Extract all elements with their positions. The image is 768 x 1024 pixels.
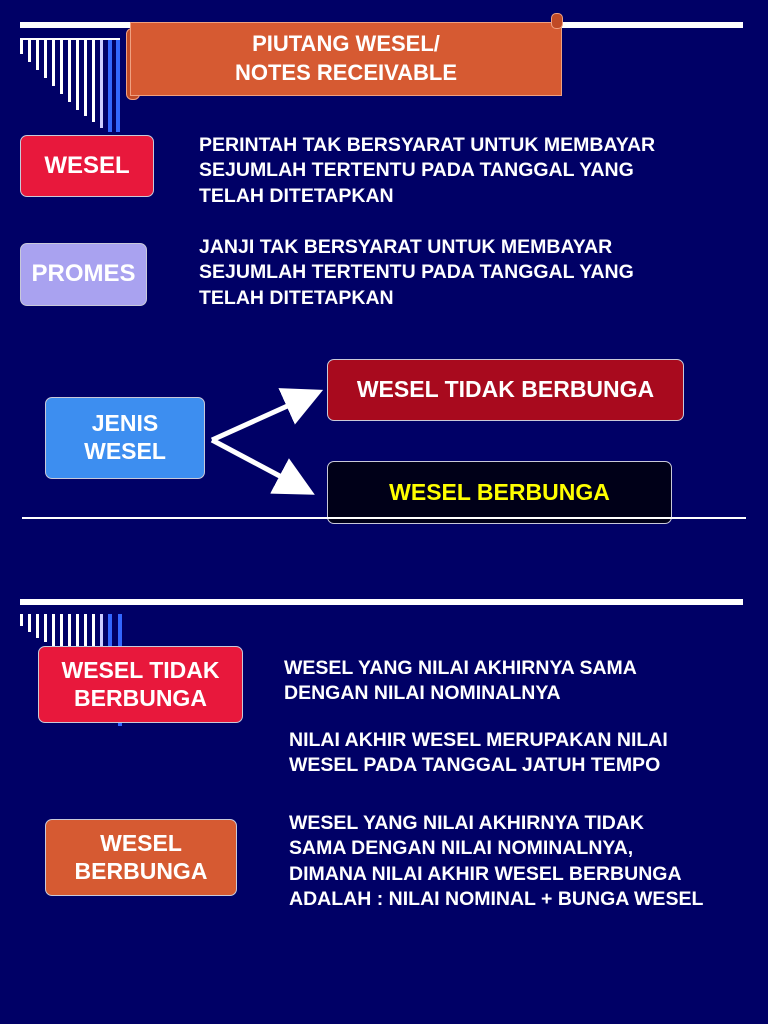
- bottom-rule: [22, 517, 746, 519]
- definition-line: SEJUMLAH TERTENTU PADA TANGGAL YANG: [199, 261, 634, 284]
- definition-line: JANJI TAK BERSYARAT UNTUK MEMBAYAR: [199, 236, 613, 258]
- top-rule-short: [20, 38, 120, 40]
- tidak-berbunga-definition: [284, 656, 637, 707]
- tidak-berbunga-line-1: WESEL TIDAK: [61, 656, 220, 683]
- wesel-label: WESEL: [44, 151, 130, 179]
- title-banner: [130, 22, 562, 96]
- promes-box: [20, 243, 147, 306]
- definition-line: WESEL YANG NILAI AKHIRNYA TIDAK: [289, 812, 645, 834]
- jenis-line-2: WESEL: [84, 438, 166, 464]
- promes-definition: [199, 235, 634, 311]
- promes-label: PROMES: [31, 260, 136, 288]
- tidak-berbunga-label: WESEL TIDAK BERBUNGA: [356, 376, 655, 403]
- berbunga-line-2: BERBUNGA: [74, 857, 208, 884]
- scroll-curl-right: [551, 13, 563, 29]
- wesel-definition: [199, 133, 655, 209]
- branch-arrows: [200, 380, 330, 500]
- arrow-down: [212, 440, 306, 490]
- wesel-box: [20, 135, 154, 197]
- wesel-tidak-berbunga-box-2: [38, 646, 243, 723]
- definition-line: TELAH DITETAPKAN: [199, 286, 394, 309]
- definition-line: WESEL YANG NILAI AKHIRNYA SAMA: [284, 657, 637, 679]
- definition-line: NILAI AKHIR WESEL MERUPAKAN NILAI: [289, 729, 668, 751]
- definition-line: DIMANA NILAI AKHIR WESEL BERBUNGA: [289, 862, 682, 885]
- definition-line: DENGAN NILAI NOMINALNYA: [284, 682, 561, 705]
- jenis-line-1: JENIS: [91, 410, 159, 437]
- slide2-top-rule: [20, 599, 743, 605]
- definition-line: SEJUMLAH TERTENTU PADA TANGGAL YANG: [199, 159, 634, 182]
- jenis-wesel-box: [45, 397, 205, 479]
- tidak-berbunga-line-2: BERBUNGA: [74, 684, 207, 711]
- title-line-1: PIUTANG WESEL/: [252, 31, 440, 57]
- definition-line: WESEL PADA TANGGAL JATUH TEMPO: [289, 754, 661, 777]
- berbunga-line-1: WESEL: [100, 829, 182, 856]
- tidak-berbunga-note: [289, 728, 668, 779]
- arrow-up: [212, 394, 314, 440]
- definition-line: TELAH DITETAPKAN: [199, 184, 394, 207]
- definition-line: PERINTAH TAK BERSYARAT UNTUK MEMBAYAR: [199, 134, 656, 156]
- berbunga-label: WESEL BERBUNGA: [389, 478, 610, 505]
- definition-line: SAMA DENGAN NILAI NOMINALNYA,: [289, 837, 634, 860]
- berbunga-definition: [289, 811, 703, 912]
- wesel-berbunga-box: [327, 461, 672, 524]
- wesel-berbunga-box-2: [45, 819, 237, 896]
- title-line-2: NOTES RECEIVABLE: [234, 60, 458, 85]
- wesel-tidak-berbunga-box: [327, 359, 684, 421]
- definition-line: ADALAH : NILAI NOMINAL + BUNGA WESEL: [289, 888, 704, 911]
